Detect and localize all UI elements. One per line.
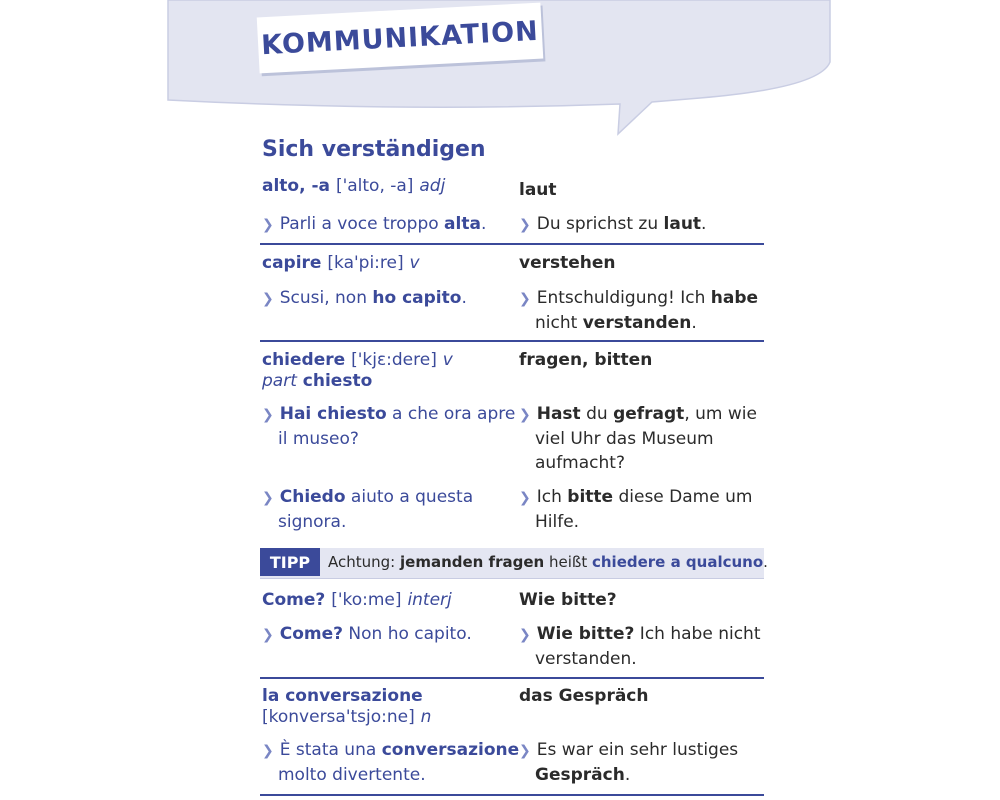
participle-label: part	[262, 371, 297, 391]
example-text: Entschuldigung! Ich	[536, 288, 711, 308]
example-de	[519, 212, 780, 237]
entry-translation-laut: laut	[519, 180, 557, 200]
example-text: du	[580, 404, 614, 424]
headword: chiedere	[262, 350, 346, 370]
arrow-right-icon: ❯	[262, 407, 274, 423]
highlighted-word: Come?	[279, 624, 343, 644]
entry-headword-conversazione	[262, 686, 502, 728]
example-text: Non ho capito.	[343, 624, 472, 644]
example-text: È stata una	[279, 740, 382, 760]
arrow-right-icon: ❯	[519, 407, 531, 423]
part-of-speech: v	[442, 350, 453, 370]
entry-divider	[260, 243, 764, 245]
tipp-term: jemanden fragen	[400, 553, 545, 571]
entry-headword-chiedere	[262, 350, 502, 392]
highlighted-word: gefragt	[613, 404, 685, 424]
arrow-right-icon: ❯	[262, 217, 274, 233]
highlighted-word: habe	[710, 288, 759, 308]
example-it	[262, 286, 528, 311]
example-text: Ich	[536, 487, 568, 507]
example-text: , um wie viel Uhr das Museum aufmacht?	[535, 404, 757, 473]
example-text: .	[480, 214, 487, 234]
pronunciation: [konversa'tsjo:ne]	[262, 707, 415, 727]
arrow-right-icon: ❯	[262, 743, 274, 759]
part-of-speech: v	[409, 253, 420, 273]
entry-headword-come	[262, 590, 452, 611]
headword: capire	[262, 253, 322, 273]
entry-translation-verstehen: verstehen	[519, 253, 616, 273]
example-it	[262, 212, 528, 237]
example-text: molto divertente.	[278, 765, 426, 785]
example-it	[262, 402, 528, 451]
arrow-right-icon: ❯	[519, 743, 531, 759]
tipp-middle: heißt	[544, 553, 592, 571]
highlighted-word: conversazione	[381, 740, 520, 760]
example-text: diese Dame um Hilfe.	[535, 487, 753, 532]
pronunciation: ['ko:me]	[331, 590, 402, 610]
entry-translation-wie-bitte: Wie bitte?	[519, 590, 617, 610]
example-de	[519, 402, 780, 475]
example-it	[262, 485, 528, 534]
tipp-box	[260, 548, 768, 579]
highlighted-word: bitte	[567, 487, 614, 507]
headword: alto, -a	[262, 176, 331, 196]
example-text: .	[701, 214, 707, 234]
participle-form: chiesto	[302, 371, 373, 391]
example-text: nicht	[535, 313, 583, 333]
example-text: aiuto a questa signora.	[278, 487, 474, 532]
highlighted-word: laut	[663, 214, 702, 234]
arrow-right-icon: ❯	[519, 217, 531, 233]
example-it	[262, 738, 528, 787]
section-title: Sich verständigen	[262, 137, 486, 162]
part-of-speech: interj	[407, 590, 452, 610]
entry-translation-gespraech: das Gespräch	[519, 686, 649, 706]
example-text: Ich habe nicht verstanden.	[535, 624, 761, 669]
highlighted-word: Chiedo	[279, 487, 346, 507]
entry-translation-fragen: fragen, bitten	[519, 350, 653, 370]
arrow-right-icon: ❯	[519, 291, 531, 307]
arrow-right-icon: ❯	[262, 627, 274, 643]
example-text: Du sprichst zu	[536, 214, 664, 234]
headword: la conversazione	[262, 686, 423, 706]
tipp-label: TIPP	[260, 548, 320, 576]
arrow-right-icon: ❯	[262, 291, 274, 307]
highlighted-word: Hai chiesto	[279, 404, 387, 424]
highlighted-word: Gespräch	[535, 765, 625, 785]
highlighted-word: verstanden	[582, 313, 692, 333]
highlighted-word: ho capito	[372, 288, 462, 308]
pronunciation: ['kjɛ:dere]	[351, 350, 437, 370]
arrow-right-icon: ❯	[262, 490, 274, 506]
highlighted-word: Hast	[536, 404, 581, 424]
example-text: .	[691, 313, 697, 333]
arrow-right-icon: ❯	[519, 627, 531, 643]
example-text: a che ora apre il museo?	[278, 404, 516, 449]
example-de	[519, 286, 780, 335]
pronunciation: ['alto, -a]	[335, 176, 414, 196]
example-de	[519, 485, 780, 534]
highlighted-word: Wie bitte?	[536, 624, 635, 644]
example-de	[519, 622, 780, 671]
example-text: .	[461, 288, 467, 308]
entry-divider	[260, 340, 764, 342]
part-of-speech: adj	[419, 176, 446, 196]
entry-headword-alto	[262, 176, 445, 197]
chapter-title: KOMMUNIKATION	[260, 15, 540, 61]
highlighted-word: alta	[444, 214, 481, 234]
part-of-speech: n	[420, 707, 432, 727]
pronunciation: [ka'pi:re]	[327, 253, 404, 273]
example-text: .	[624, 765, 631, 785]
example-text: Es war ein sehr lustiges	[536, 740, 739, 760]
tipp-target: chiedere a qualcuno	[591, 553, 764, 571]
example-text: Scusi, non	[279, 288, 373, 308]
tipp-suffix: .	[763, 553, 768, 571]
arrow-right-icon: ❯	[519, 490, 531, 506]
example-de	[519, 738, 780, 787]
example-it	[262, 622, 528, 647]
tipp-text	[328, 553, 768, 571]
headword: Come?	[262, 590, 326, 610]
entry-headword-capire	[262, 253, 420, 274]
entry-divider	[260, 794, 764, 796]
tipp-prefix: Achtung:	[328, 553, 400, 571]
example-text: Parli a voce troppo	[279, 214, 445, 234]
entry-divider	[260, 677, 764, 679]
